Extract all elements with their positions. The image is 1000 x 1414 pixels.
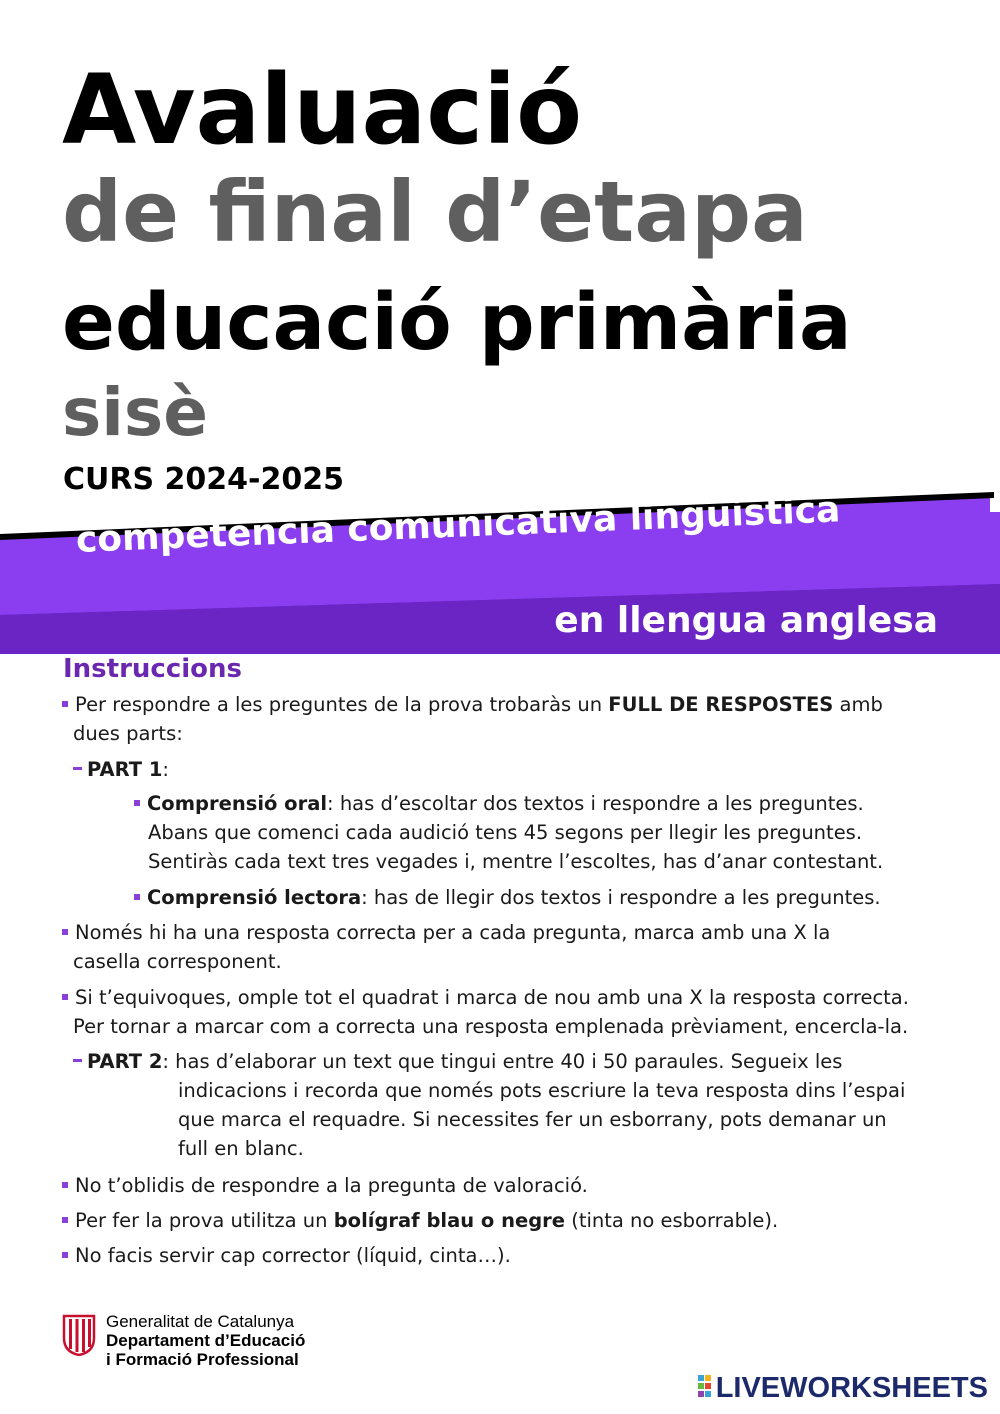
bullet-square-icon [62,1217,68,1223]
bullet-square-icon [62,929,68,935]
bullet-square-icon [62,701,68,707]
bullet-square-icon [134,894,140,900]
banner-subject-line-2: en llengua anglesa [554,600,938,641]
instruction-2-cont: casella corresponent. [73,950,282,973]
footer-line-1: Generalitat de Catalunya [106,1312,295,1331]
banner-subject-line-1: competència comunicativa lingüística [75,489,842,561]
reading-comprehension: Comprensió lectora: has de llegir dos textos i respondre a les preguntes. [134,883,881,912]
part-2-line-4: full en blanc. [178,1137,304,1160]
bullet-square-icon [62,1182,68,1188]
part-2-line-3: que marca el requadre. Si necessites fer un esborrany, pots demanar un [178,1108,887,1131]
instructions-heading: Instruccions [63,654,243,684]
instruction-5: Per fer la prova utilitza un bolígraf blau o negre (tinta no esborrable). [62,1206,778,1235]
generalitat-emblem-icon [62,1314,96,1356]
liveworksheets-logo-icon [698,1375,712,1399]
title-line-1: Avaluació [62,54,583,166]
part-1-label: PART 1: [73,755,169,784]
title-line-3: educació primària [62,278,852,368]
instruction-1-cont: dues parts: [73,722,183,745]
instruction-1: Per respondre a les preguntes de la prova trobaràs un FULL DE RESPOSTES amb [62,690,883,719]
footer-line-3: i Formació Professional [106,1350,299,1369]
title-line-2: de final d’etapa [62,163,808,261]
instruction-2: Només hi ha una resposta correcta per a cada pregunta, marca amb una X la [62,918,830,947]
course-label: CURS 2024-2025 [63,462,344,497]
bullet-square-icon [62,1252,68,1258]
oral-comprehension-line-2: Abans que comenci cada audició tens 45 segons per llegir les preguntes. [148,821,863,844]
instruction-3: Si t’equivoques, omple tot el quadrat i marca de nou amb una X la resposta correcta. [62,983,909,1012]
oral-comprehension-line-3: Sentiràs cada text tres vegades i, mentre l’escoltes, has d’anar contestant. [148,850,884,873]
part-2-line-2: indicacions i recorda que només pots escriure la teva resposta dins l’espai [178,1079,906,1102]
instruction-3-cont: Per tornar a marcar com a correcta una resposta emplenada prèviament, encercla-la. [73,1015,909,1038]
footer-line-2: Departament d’Educació [106,1331,306,1350]
part-2-label: PART 2: has d’elaborar un text que tingui entre 40 i 50 paraules. Segueix les [73,1047,842,1076]
bullet-dash-icon [73,767,82,770]
liveworksheets-watermark: LIVEWORKSHEETS [698,1372,988,1405]
instruction-4: No t’oblidis de respondre a la pregunta de valoració. [62,1171,588,1200]
bullet-square-icon [134,800,140,806]
title-line-4: sisè [62,374,208,451]
footer-text [106,1312,305,1369]
oral-comprehension: Comprensió oral: has d’escoltar dos textos i respondre a les preguntes. [134,789,864,818]
bullet-dash-icon [73,1059,82,1062]
instruction-6: No facis servir cap corrector (líquid, cinta…). [62,1241,511,1270]
bullet-square-icon [62,994,68,1000]
